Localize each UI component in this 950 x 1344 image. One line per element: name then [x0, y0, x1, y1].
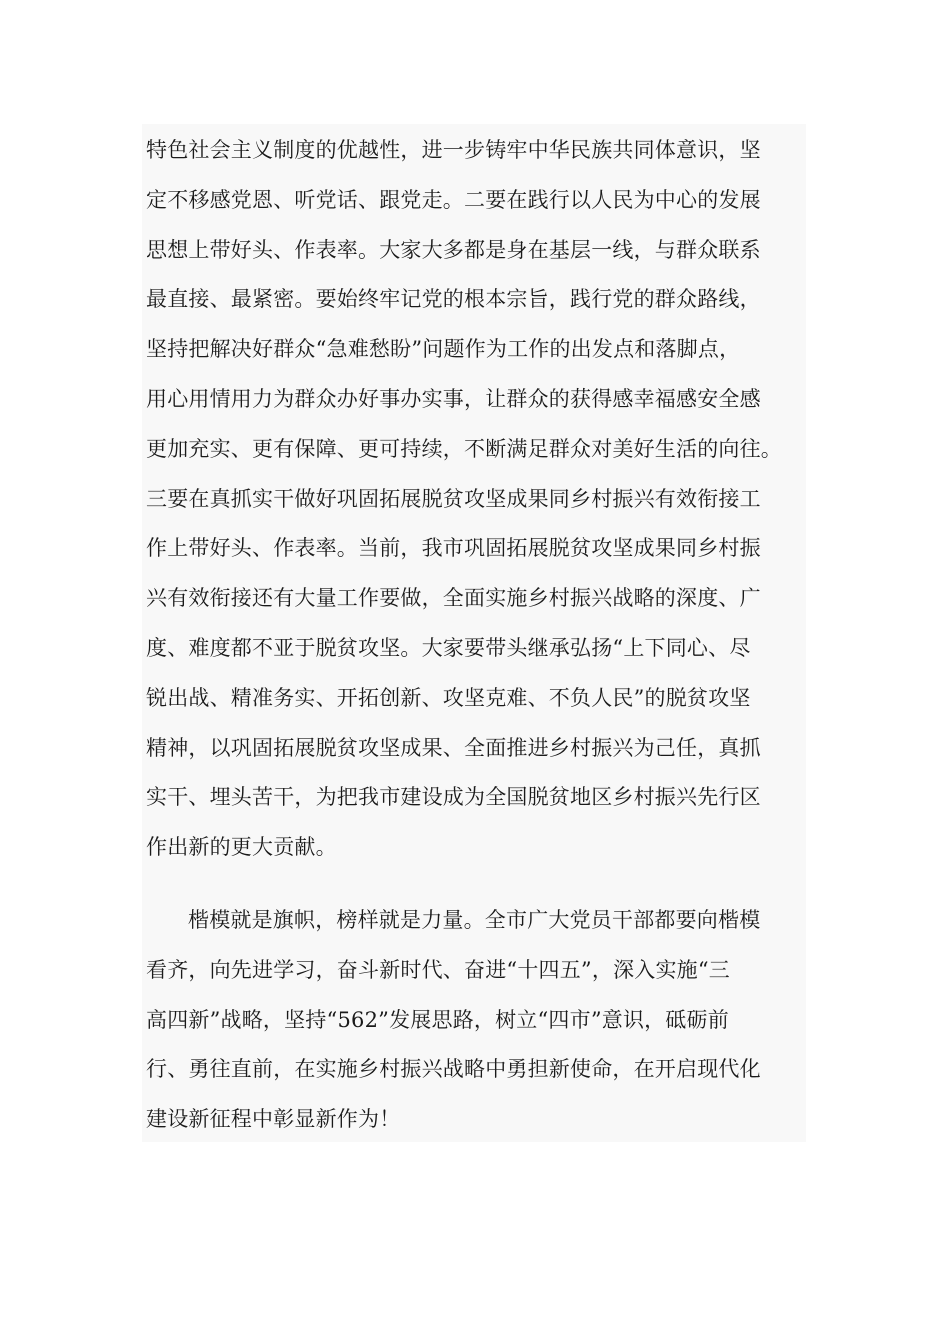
paragraph-1	[146, 126, 826, 873]
text-line: 最直接、最紧密。要始终牢记党的根本宗旨，践行党的群众路线，	[146, 287, 761, 312]
text-line: 精神，以巩固拓展脱贫攻坚成果、全面推进乡村振兴为己任，真抓	[146, 735, 761, 760]
text-line: 三要在真抓实干做好巩固拓展脱贫攻坚成果同乡村振兴有效衔接工	[146, 486, 761, 511]
text-line: 锐出战、精准务实、开拓创新、攻坚克难、不负人民”的脱贫攻坚	[146, 685, 751, 710]
text-line: 建设新征程中彰显新作为！	[146, 1107, 401, 1132]
text-line: 作出新的更大贡献。	[146, 835, 337, 860]
paragraph-2	[146, 896, 826, 1145]
text-line: 行、勇往直前，在实施乡村振兴战略中勇担新使命，在开启现代化	[146, 1057, 761, 1082]
text-line: 坚持把解决好群众“急难愁盼”问题作为工作的出发点和落脚点，	[146, 337, 741, 362]
text-line: 实干、埋头苦干，为把我市建设成为全国脱贫地区乡村振兴先行区	[146, 785, 761, 810]
text-line: 定不移感党恩、听党话、跟党走。二要在践行以人民为中心的发展	[146, 187, 761, 212]
text-line: 看齐，向先进学习，奋斗新时代、奋进“十四五”，深入实施“三	[146, 957, 731, 982]
text-line: 用心用情用力为群众办好事办实事，让群众的获得感幸福感安全感	[146, 386, 761, 411]
text-line: 更加充实、更有保障、更可持续，不断满足群众对美好生活的向往。	[146, 436, 782, 461]
text-line: 高四新”战略，坚持“562”发展思路，树立“四市”意识，砥砺前	[146, 1007, 729, 1032]
text-line: 度、难度都不亚于脱贫攻坚。大家要带头继承弘扬“上下同心、尽	[146, 635, 751, 660]
text-line: 兴有效衔接还有大量工作要做，全面实施乡村振兴战略的深度、广	[146, 586, 761, 611]
text-line: 思想上带好头、作表率。大家大多都是身在基层一线，与群众联系	[146, 237, 761, 262]
text-line: 特色社会主义制度的优越性，进一步铸牢中华民族共同体意识，坚	[146, 138, 761, 162]
text-line: 楷模就是旗帜，榜样就是力量。全市广大党员干部都要向楷模	[188, 908, 761, 932]
text-line: 作上带好头、作表率。当前，我市巩固拓展脱贫攻坚成果同乡村振	[146, 536, 761, 561]
